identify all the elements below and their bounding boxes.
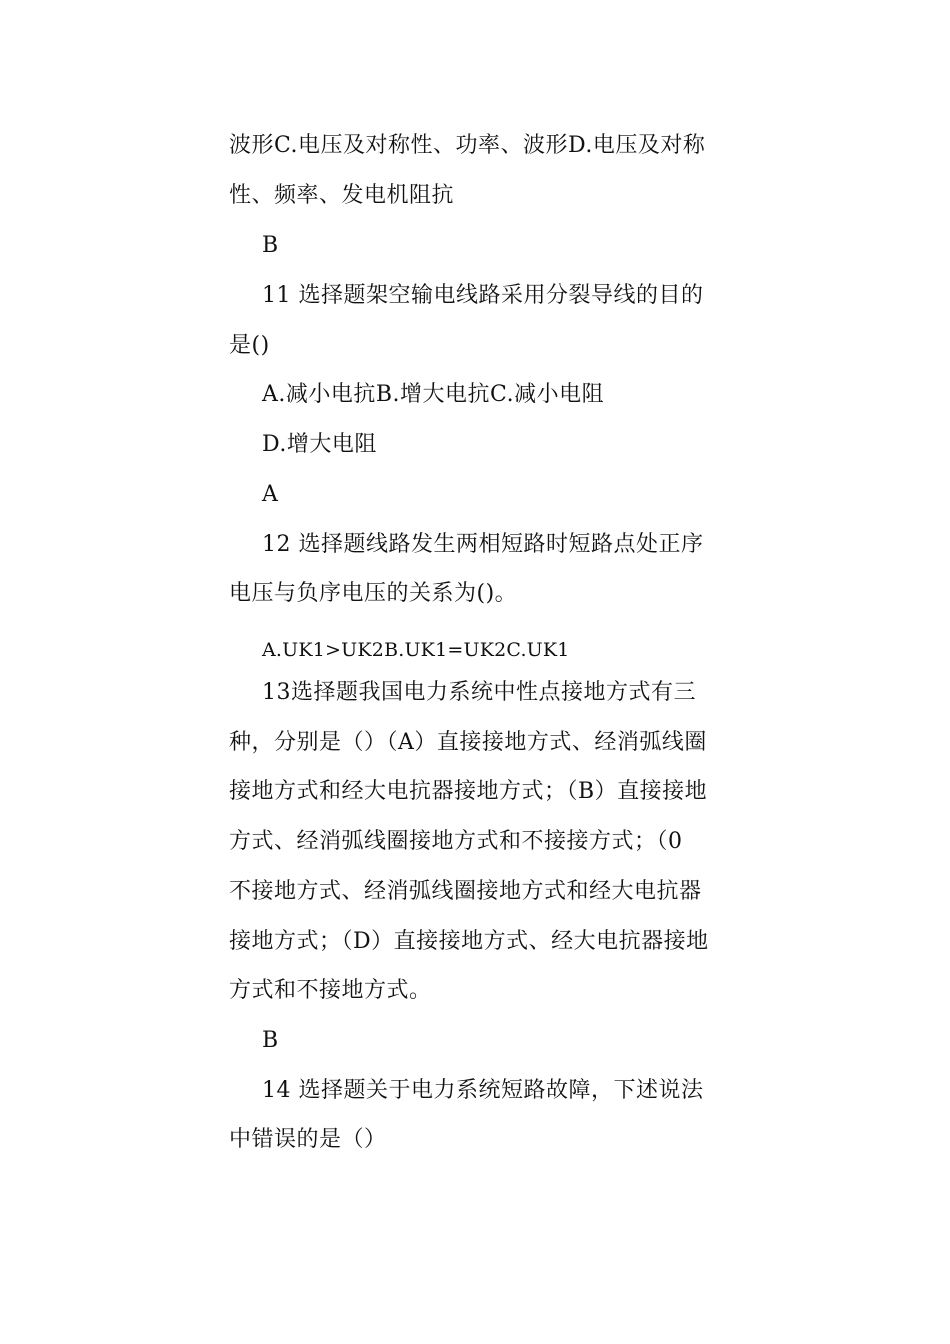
- question-11-options-2: D.增大电阻: [262, 432, 377, 457]
- question-13-line-7: 方式和不接地方式。: [229, 978, 432, 1003]
- question-13-line-2: 种，分别是（）（A）直接接地方式、经消弧线圈: [229, 730, 707, 755]
- question-11-line-1: 11 选择题架空输电线路采用分裂导线的目的: [262, 283, 704, 308]
- question-13-line-4: 方式、经消弧线圈接地方式和不接接方式；（0: [229, 829, 683, 854]
- question-14-line-1: 14 选择题关于电力系统短路故障，下述说法: [262, 1078, 704, 1103]
- question-13-line-3: 接地方式和经大电抗器接地方式；（B）直接接地: [229, 779, 708, 804]
- question-11-line-2: 是(): [229, 333, 270, 358]
- question-12-options: A.UK1>UK2B.UK1=UK2C.UK1: [262, 639, 570, 661]
- question-11-options-1: A.减小电抗B.增大电抗C.减小电阻: [262, 382, 605, 407]
- text-line-1: 波形C.电压及对称性、功率、波形D.电压及对称: [229, 133, 706, 158]
- answer-line-13: B: [262, 1028, 279, 1053]
- question-13-line-1: 13选择题我国电力系统中性点接地方式有三: [262, 680, 696, 705]
- text-line-2: 性、频率、发电机阻抗: [229, 183, 455, 208]
- question-13-line-6: 接地方式；（D）直接接地方式、经大电抗器接地: [229, 929, 709, 954]
- answer-line-10: B: [262, 233, 279, 258]
- answer-line-11: A: [262, 482, 279, 507]
- question-14-line-2: 中错误的是（）: [229, 1127, 387, 1152]
- question-13-line-5: 不接地方式、经消弧线圈接地方式和经大电抗器: [229, 879, 702, 904]
- question-12-line-1: 12 选择题线路发生两相短路时短路点处正序: [262, 532, 704, 557]
- question-12-line-2: 电压与负序电压的关系为()。: [229, 581, 518, 606]
